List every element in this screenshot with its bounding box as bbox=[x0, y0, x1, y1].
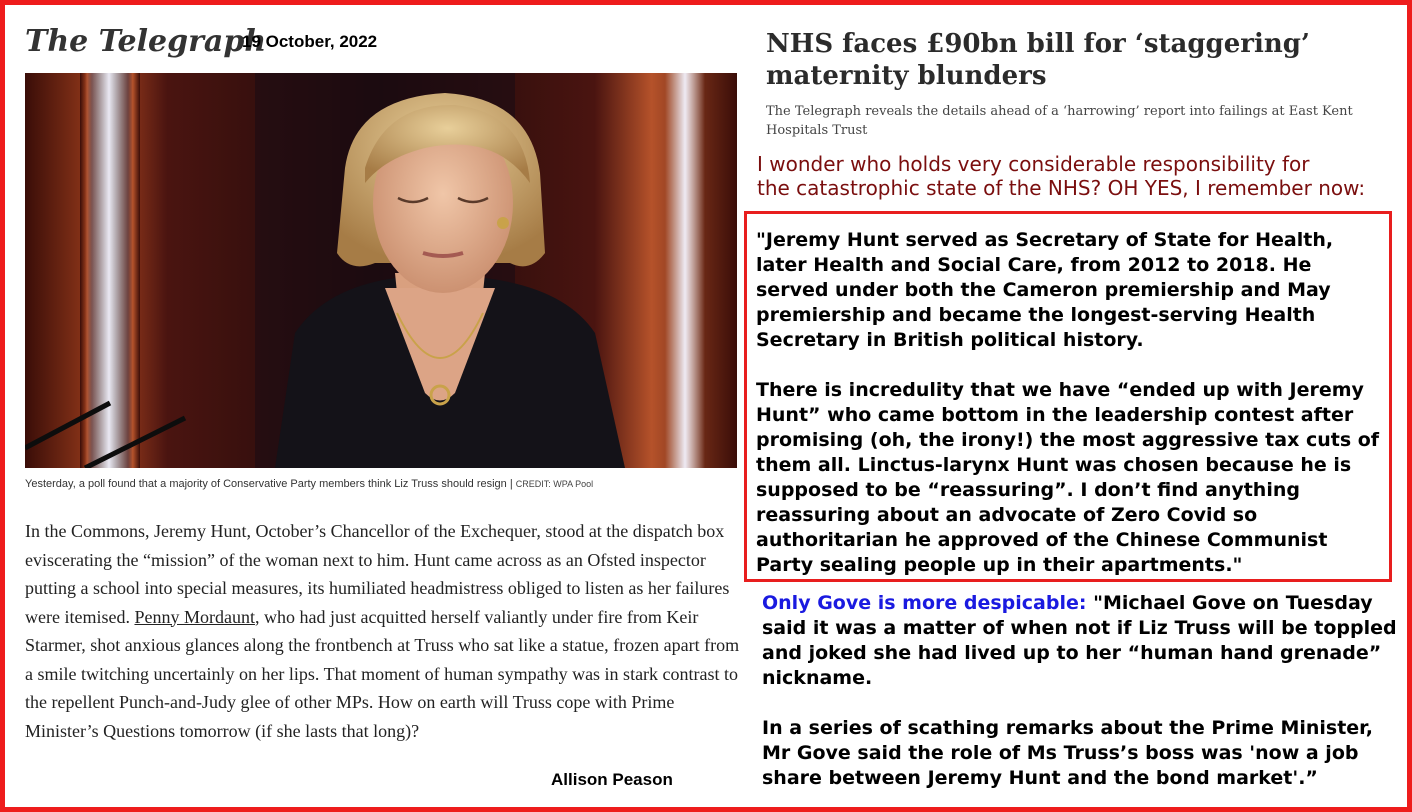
gove-para-2: In a series of scathing remarks about the Prime Minister, Mr Gove said the role of Ms Truss’s boss was 'now a job share between Jeremy Hunt and the bond market'.” bbox=[762, 717, 1373, 789]
article-body bbox=[25, 517, 740, 745]
masthead-logo: The Telegraph bbox=[25, 24, 267, 59]
photo-illustration bbox=[25, 73, 737, 468]
gove-para-1-text: "Michael Gove on Tuesday said it was a matter of when not if Liz Truss will be toppled and joked she had lived up to her “human hand grenade” nickname. bbox=[762, 592, 1397, 689]
article-text-after-link: , who had just acquitted herself valiantly under fire from Keir Starmer, shot anxious glances along the frontbench at Truss who sat like a statue, frozen apart from a smile twitching uncertainly on her lips. That moment of human sympathy was in stark contrast to the repellent Punch-and-Judy glee of other MPs. How on earth will Truss cope with Prime Minister’s Questions tomorrow (if she lasts that long)? bbox=[25, 606, 740, 741]
penny-mordaunt-link[interactable]: Penny Mordaunt bbox=[134, 606, 255, 627]
gove-section bbox=[762, 591, 1397, 791]
hunt-quote-para-2: There is incredulity that we have “ended up with Jeremy Hunt” who came bottom in the leadership contest after promising (oh, the irony!) the most aggressive tax cuts of them all. Linctus-larynx Hunt was chosen because he is supposed to be “reassuring”. I don’t find anything reassuring about an advocate of Zero Covid so authoritarian he approved of the Chinese Communist Party sealing people up in their apartments." bbox=[756, 379, 1380, 576]
wonder-line-2: the catastrophic state of the NHS? OH YES, I remember now: bbox=[757, 176, 1366, 200]
article-date: 19 October, 2022 bbox=[242, 32, 378, 51]
hunt-quote bbox=[756, 228, 1390, 578]
author-name: Allison Peason bbox=[551, 770, 673, 789]
article-photo bbox=[25, 73, 737, 468]
caption-credit: CREDIT: WPA Pool bbox=[515, 479, 594, 489]
hunt-quote-para-1: "Jeremy Hunt served as Secretary of State for Health, later Health and Social Care, from 2012 to 2018. He served under both the Cameron premiership and May premiership and became the longest-serving Health Secretary in British political history. bbox=[756, 229, 1334, 351]
article-text-before-link: In the Commons, Jeremy Hunt, October’s Chancellor of the Exchequer, stood at the dispatch box eviscerating the “mission” of the woman next to him. Hunt came across as an Ofsted inspector putting a school into special measures, its humiliated headmistress obliged to listen as her failures were itemised. bbox=[25, 521, 730, 627]
gove-lead: Only Gove is more despicable: bbox=[762, 592, 1087, 614]
wonder-comment bbox=[757, 152, 1397, 200]
nhs-standfirst: The Telegraph reveals the details ahead of a ‘harrowing’ report into failings at East Kent Hospitals Trust bbox=[766, 104, 1353, 138]
caption-text: Yesterday, a poll found that a majority of Conservative Party members think Liz Truss should resign bbox=[25, 478, 507, 490]
gove-para-1 bbox=[762, 591, 1397, 691]
caption-separator: | bbox=[509, 478, 516, 490]
wonder-line-1: I wonder who holds very considerable responsibility for bbox=[757, 152, 1310, 176]
nhs-headline: NHS faces £90bn bill for ‘staggering’ maternity blunders bbox=[766, 29, 1310, 91]
photo-caption bbox=[25, 478, 737, 490]
